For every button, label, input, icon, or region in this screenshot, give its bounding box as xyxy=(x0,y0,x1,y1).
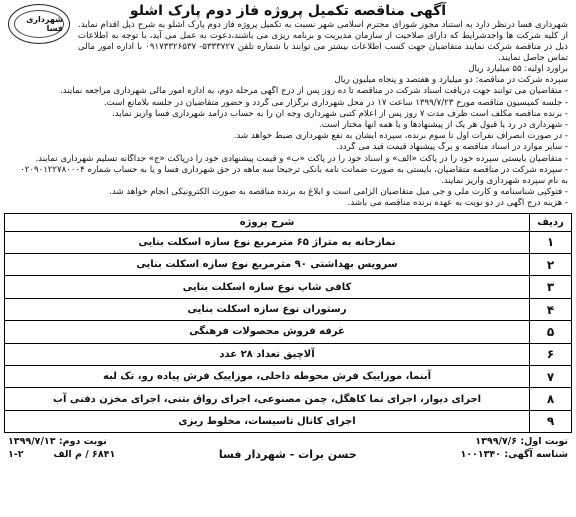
row-number: ۸ xyxy=(529,388,571,409)
condition-line: سپرده شرکت در مناقصه: دو میلیارد و هفتصد و پنجاه میلیون ریال xyxy=(334,75,568,86)
row-description: کافی شاپ نوع سازه اسکلت بنایی xyxy=(182,281,352,293)
table-row xyxy=(5,387,571,409)
table-row xyxy=(5,365,571,387)
condition-line: - جلسه کمیسیون مناقصه مورخ ۱۳۹۹/۷/۲۳ ساعت ۱۷ در محل شهرداری برگزار می گردد و حضور متقاضیان در جلسه بلامانع است. xyxy=(103,97,568,108)
condition-line: - هزینه درج آگهی در دو نوبت به عهده برنده مناقصه می باشد. xyxy=(347,198,568,209)
condition-line: - در صورت انصراف نفرات اول تا سوم برنده، سپرده ایشان به نفع شهرداری ضبط خواهد شد. xyxy=(233,131,568,142)
row-description: غرفه فروش محصولات فرهنگی xyxy=(189,326,345,338)
row-description: اجرای دیوار، اجرای نما کاهگل، چمن مصنوعی، اجرای رواق بتنی، اجرای مخزن دفنی آب xyxy=(52,393,482,405)
table-row xyxy=(5,298,571,320)
header-description: شرح پروژه xyxy=(239,216,295,228)
condition-line: برآورد اولیه: ۵۵ میلیارد ریال xyxy=(468,64,568,74)
condition-line: - شهرداری در رد یا قبول هر یک از پیشنهادها و یا همه آنها مختار است. xyxy=(318,120,568,131)
row-number: ۳ xyxy=(529,276,571,297)
table-row xyxy=(5,253,571,275)
row-description: آلاچیق تعداد ۲۸ عدد xyxy=(219,348,315,360)
row-number: ۱ xyxy=(529,232,571,253)
seal-text: شهرداری فسا xyxy=(14,10,64,38)
row-number: ۵ xyxy=(529,321,571,342)
row-description: رستوران نوع سازه اسکلت بنایی xyxy=(187,304,347,315)
table-row xyxy=(5,231,571,253)
table-row xyxy=(5,343,571,365)
row-description: اجرای کانال تاسیسات، مخلوط ریزی xyxy=(178,415,356,427)
page-reference: ۱-۲ xyxy=(8,449,24,461)
first-issue-date: نوبت اول: ۱۳۹۹/۷/۶ xyxy=(475,436,568,448)
header-number: ردیف xyxy=(529,214,571,231)
row-number: ۴ xyxy=(529,299,571,320)
table-header-row xyxy=(5,214,571,231)
footer-left xyxy=(8,435,115,461)
projects-table xyxy=(4,213,572,434)
row-number: ۷ xyxy=(529,366,571,387)
condition-line: - متقاضیان بایستی سپرده خود را در پاکت «الف» و اسناد خود را در پاکت «ب» و قیمت پیشنهادی خود را درپاکت «ج» جداگانه تسلیم شهرداری نمایند. xyxy=(35,153,568,164)
intro-text: شهرداری فسا درنظر دارد به استناد مجوز شورای محترم اسلامی شهر نسبت به تکمیل پروژه فاز دوم پارک اشلو به شرح ذیل اقدام نماید. از کلیه شرکت ها واجدشرایط که دارای صلاحیت از سازمان مدیریت و برنامه ریزی می باشند،دعوت به عمل می آید، با توجه به اطلاعات ذیل در مناقصه شرکت نمایند متقاضیان جهت کسب اطلاعات بیشتر می توانند با شماره تلفن ۵۳۳۳۷۲۷- ۰۹۱۷۳۳۲۶۵۳۷ با اداره امور مالی تماس حاصل نمایند. xyxy=(78,20,569,63)
table-row xyxy=(5,410,571,432)
row-description: نمازخانه به متراژ ۶۵ مترمربع نوع سازه اسکلت بنایی xyxy=(138,236,396,248)
footer-codes xyxy=(8,448,115,461)
condition-line: - سایر موارد در اسناد مناقصه و برگ پیشنهاد قیمت قید می گردد. xyxy=(336,142,568,153)
condition-line: - فتوکپی شناسنامه و کارت ملی و جی میل متقاضیان الزامی است و ابلاغ به برنده مناقصه به صورت الکترونیکی انجام خواهد شد. xyxy=(109,187,568,198)
table-row xyxy=(5,320,571,342)
row-number: ۹ xyxy=(529,411,571,432)
second-issue-date: نوبت دوم: ۱۳۹۹/۷/۱۳ xyxy=(8,436,107,448)
condition-line: - سپرده شرکت در مناقصه متقاضیان، بایستی به صورت ضمانت نامه بانکی ترجیحا سه ماهه در حق شهرداری فسا و یا به حساب شماره ۰۲۰۹۰۱۲۲۷۸۰۰۰۴ xyxy=(20,164,568,175)
intro-paragraph xyxy=(4,20,572,64)
condition-line: - برنده مناقصه مکلف است ظرف مدت ۷ روز پس از اعلام کتبی شهرداری وجه آن را به حساب درآمد شهرداری فسا واریز نماید. xyxy=(112,108,568,119)
row-number: ۲ xyxy=(529,254,571,275)
municipality-seal-icon xyxy=(8,4,70,44)
notice-title: آگهی مناقصه تکمیل پروژه فاز دوم پارک اشلو xyxy=(129,3,447,19)
row-description: سرویس بهداشتی ۹۰ مترمربع نوع سازه اسکلت بنایی xyxy=(136,259,398,271)
table-row xyxy=(5,275,571,297)
condition-line: به نام سپرده شهرداری واریز نمایند. xyxy=(441,176,568,187)
notice-footer xyxy=(4,435,572,461)
footer-right xyxy=(460,435,568,461)
publication-code: ۶۸۴۱ / م الف xyxy=(53,449,116,461)
condition-line: - متقاضیان می توانند جهت دریافت اسناد شرکت در مناقصه تا ده روز پس از درج آگهی مرحله دوم، به اداره امور مالی شهرداری مراجعه نمایند. xyxy=(60,86,568,97)
ad-identifier: شناسه آگهی: ۱۰۰۱۳۴۰ xyxy=(460,449,568,461)
signature: حسن برات - شهردار فسا xyxy=(218,448,357,462)
row-description: آبنما، موزاییک فرش محوطه داخلی، موزاییک فرش پیاده رو، تک لبه xyxy=(102,371,432,383)
row-number: ۶ xyxy=(529,344,571,365)
conditions-list xyxy=(4,64,572,210)
